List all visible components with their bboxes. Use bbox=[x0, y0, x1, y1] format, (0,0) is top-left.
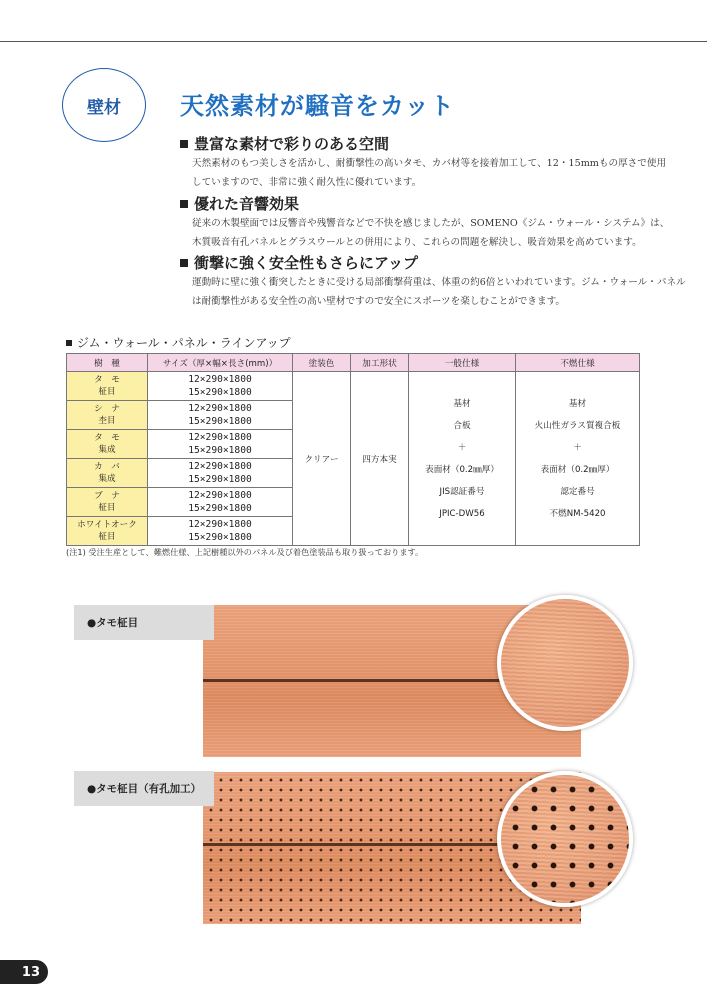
size-value: 12×290×1800 bbox=[188, 461, 252, 472]
species-cell bbox=[67, 517, 148, 546]
general-spec-cell bbox=[409, 372, 516, 546]
feature-text-line: は耐衝撃性がある安全性の高い壁材ですので安全にスポーツを楽しむことができます。 bbox=[192, 296, 566, 307]
header-size: サイズ（厚×幅×長さ(mm)） bbox=[148, 354, 293, 372]
feature-section-3 bbox=[180, 252, 686, 311]
size-value: 12×290×1800 bbox=[188, 374, 252, 385]
table-footnote: (注1) 受注生産として、難燃仕様、上記樹種以外のパネル及び着色塗装品も取り扱っております。 bbox=[66, 547, 424, 557]
size-value: 15×290×1800 bbox=[188, 532, 252, 543]
feature-section-2 bbox=[180, 193, 670, 252]
size-value: 12×290×1800 bbox=[188, 490, 252, 501]
shape-cell: 四方本実 bbox=[351, 372, 409, 546]
square-bullet-icon bbox=[180, 259, 188, 267]
plus-sign: ＋ bbox=[573, 442, 582, 453]
feature-text-line: 運動時に壁に強く衝突したときに受ける局部衝撃荷重は、体重の約6倍といわれています。ジム・ウォール・パネル bbox=[192, 277, 686, 288]
feature-heading bbox=[180, 133, 650, 154]
coating-cell: クリアー bbox=[293, 372, 351, 546]
species-name: ブ ナ bbox=[94, 491, 120, 501]
square-bullet-icon bbox=[66, 340, 72, 346]
lineup-table bbox=[66, 353, 640, 546]
feature-text-line: 従来の木製壁面では反響音や残響音などで不快を感じましたが、SOMENO《ジム・ウォール・システム》は、 bbox=[192, 218, 670, 229]
feature-text-line: 天然素材のもつ美しさを活かし、耐衝撃性の高いタモ、カバ材等を接着加工して、12・15mmもの厚さで使用 bbox=[192, 158, 667, 169]
cert-label: 認定番号 bbox=[560, 486, 595, 497]
lineup-title-text: ジム・ウォール・パネル・ラインアップ bbox=[77, 336, 291, 350]
size-value: 15×290×1800 bbox=[188, 474, 252, 485]
surface-material: 表面材（0.2㎜厚） bbox=[425, 464, 499, 475]
base-label: 基材 bbox=[568, 398, 587, 409]
species-cell bbox=[67, 401, 148, 430]
species-name: シ ナ bbox=[94, 404, 120, 414]
species-cell bbox=[67, 372, 148, 401]
sample-label: ●タモ柾目（有孔加工） bbox=[74, 771, 214, 806]
species-name: タ モ bbox=[94, 433, 120, 443]
species-grain: 集成 bbox=[98, 474, 116, 484]
nonflammable-spec-cell bbox=[516, 372, 640, 546]
species-grain: 柾目 bbox=[98, 387, 116, 397]
header-coating: 塗装色 bbox=[293, 354, 351, 372]
feature-heading-text: 衝撃に強く安全性もさらにアップ bbox=[194, 254, 418, 272]
plus-sign: ＋ bbox=[457, 442, 467, 453]
square-bullet-icon bbox=[180, 200, 188, 208]
size-cell bbox=[148, 401, 293, 430]
species-grain: 集成 bbox=[98, 445, 116, 455]
species-grain: 柾目 bbox=[98, 503, 116, 513]
size-value: 12×290×1800 bbox=[188, 519, 252, 530]
size-cell bbox=[148, 517, 293, 546]
feature-text-line: 木質吸音有孔パネルとグラスウールとの併用により、これらの問題を解決し、吸音効果を高めています。 bbox=[192, 237, 642, 248]
table-row bbox=[67, 372, 640, 401]
feature-heading-text: 優れた音響効果 bbox=[194, 195, 300, 213]
cert-number: 不燃NM-5420 bbox=[549, 508, 606, 519]
square-bullet-icon bbox=[180, 140, 188, 148]
species-cell bbox=[67, 488, 148, 517]
size-cell bbox=[148, 459, 293, 488]
feature-heading-text: 豊富な素材で彩りのある空間 bbox=[194, 135, 390, 153]
size-value: 12×290×1800 bbox=[188, 432, 252, 443]
table-header-row bbox=[67, 354, 640, 372]
species-name: カ バ bbox=[94, 462, 120, 472]
cert-label: JIS認証番号 bbox=[439, 486, 485, 497]
sample-label: ●タモ柾目 bbox=[74, 605, 214, 640]
species-name: ホワイトオーク bbox=[77, 520, 137, 530]
feature-heading bbox=[180, 252, 650, 273]
size-cell bbox=[148, 488, 293, 517]
category-badge: 壁材 bbox=[62, 68, 146, 142]
species-cell bbox=[67, 430, 148, 459]
size-value: 12×290×1800 bbox=[188, 403, 252, 414]
size-value: 15×290×1800 bbox=[188, 387, 252, 398]
size-value: 15×290×1800 bbox=[188, 416, 252, 427]
header-species: 樹 種 bbox=[67, 354, 148, 372]
lineup-title bbox=[66, 334, 291, 351]
species-cell bbox=[67, 459, 148, 488]
header-general-spec: 一般仕様 bbox=[409, 354, 516, 372]
wood-grain-closeup bbox=[497, 595, 633, 731]
feature-heading bbox=[180, 193, 650, 214]
surface-material: 表面材（0.2㎜厚） bbox=[540, 464, 615, 475]
base-material: 火山性ガラス質複合板 bbox=[534, 420, 621, 431]
species-name: タ モ bbox=[94, 375, 120, 385]
page-number: 13 bbox=[0, 960, 48, 984]
size-cell bbox=[148, 430, 293, 459]
header-shape: 加工形状 bbox=[351, 354, 409, 372]
feature-text-line: していますので、非常に強く耐久性に優れています。 bbox=[192, 177, 422, 188]
page-title: 天然素材が騒音をカット bbox=[180, 92, 455, 120]
cert-number: JPIC-DW56 bbox=[439, 508, 485, 519]
feature-section-1 bbox=[180, 133, 667, 192]
perforation-closeup bbox=[497, 771, 633, 907]
size-value: 15×290×1800 bbox=[188, 445, 252, 456]
size-value: 15×290×1800 bbox=[188, 503, 252, 514]
size-cell bbox=[148, 372, 293, 401]
perforation-holes bbox=[501, 775, 629, 903]
top-rule bbox=[0, 41, 707, 42]
base-label: 基材 bbox=[453, 398, 471, 409]
base-material: 合板 bbox=[453, 420, 471, 431]
species-grain: 杢目 bbox=[98, 416, 116, 426]
header-nonflammable-spec: 不燃仕様 bbox=[516, 354, 640, 372]
species-grain: 柾目 bbox=[98, 532, 116, 542]
